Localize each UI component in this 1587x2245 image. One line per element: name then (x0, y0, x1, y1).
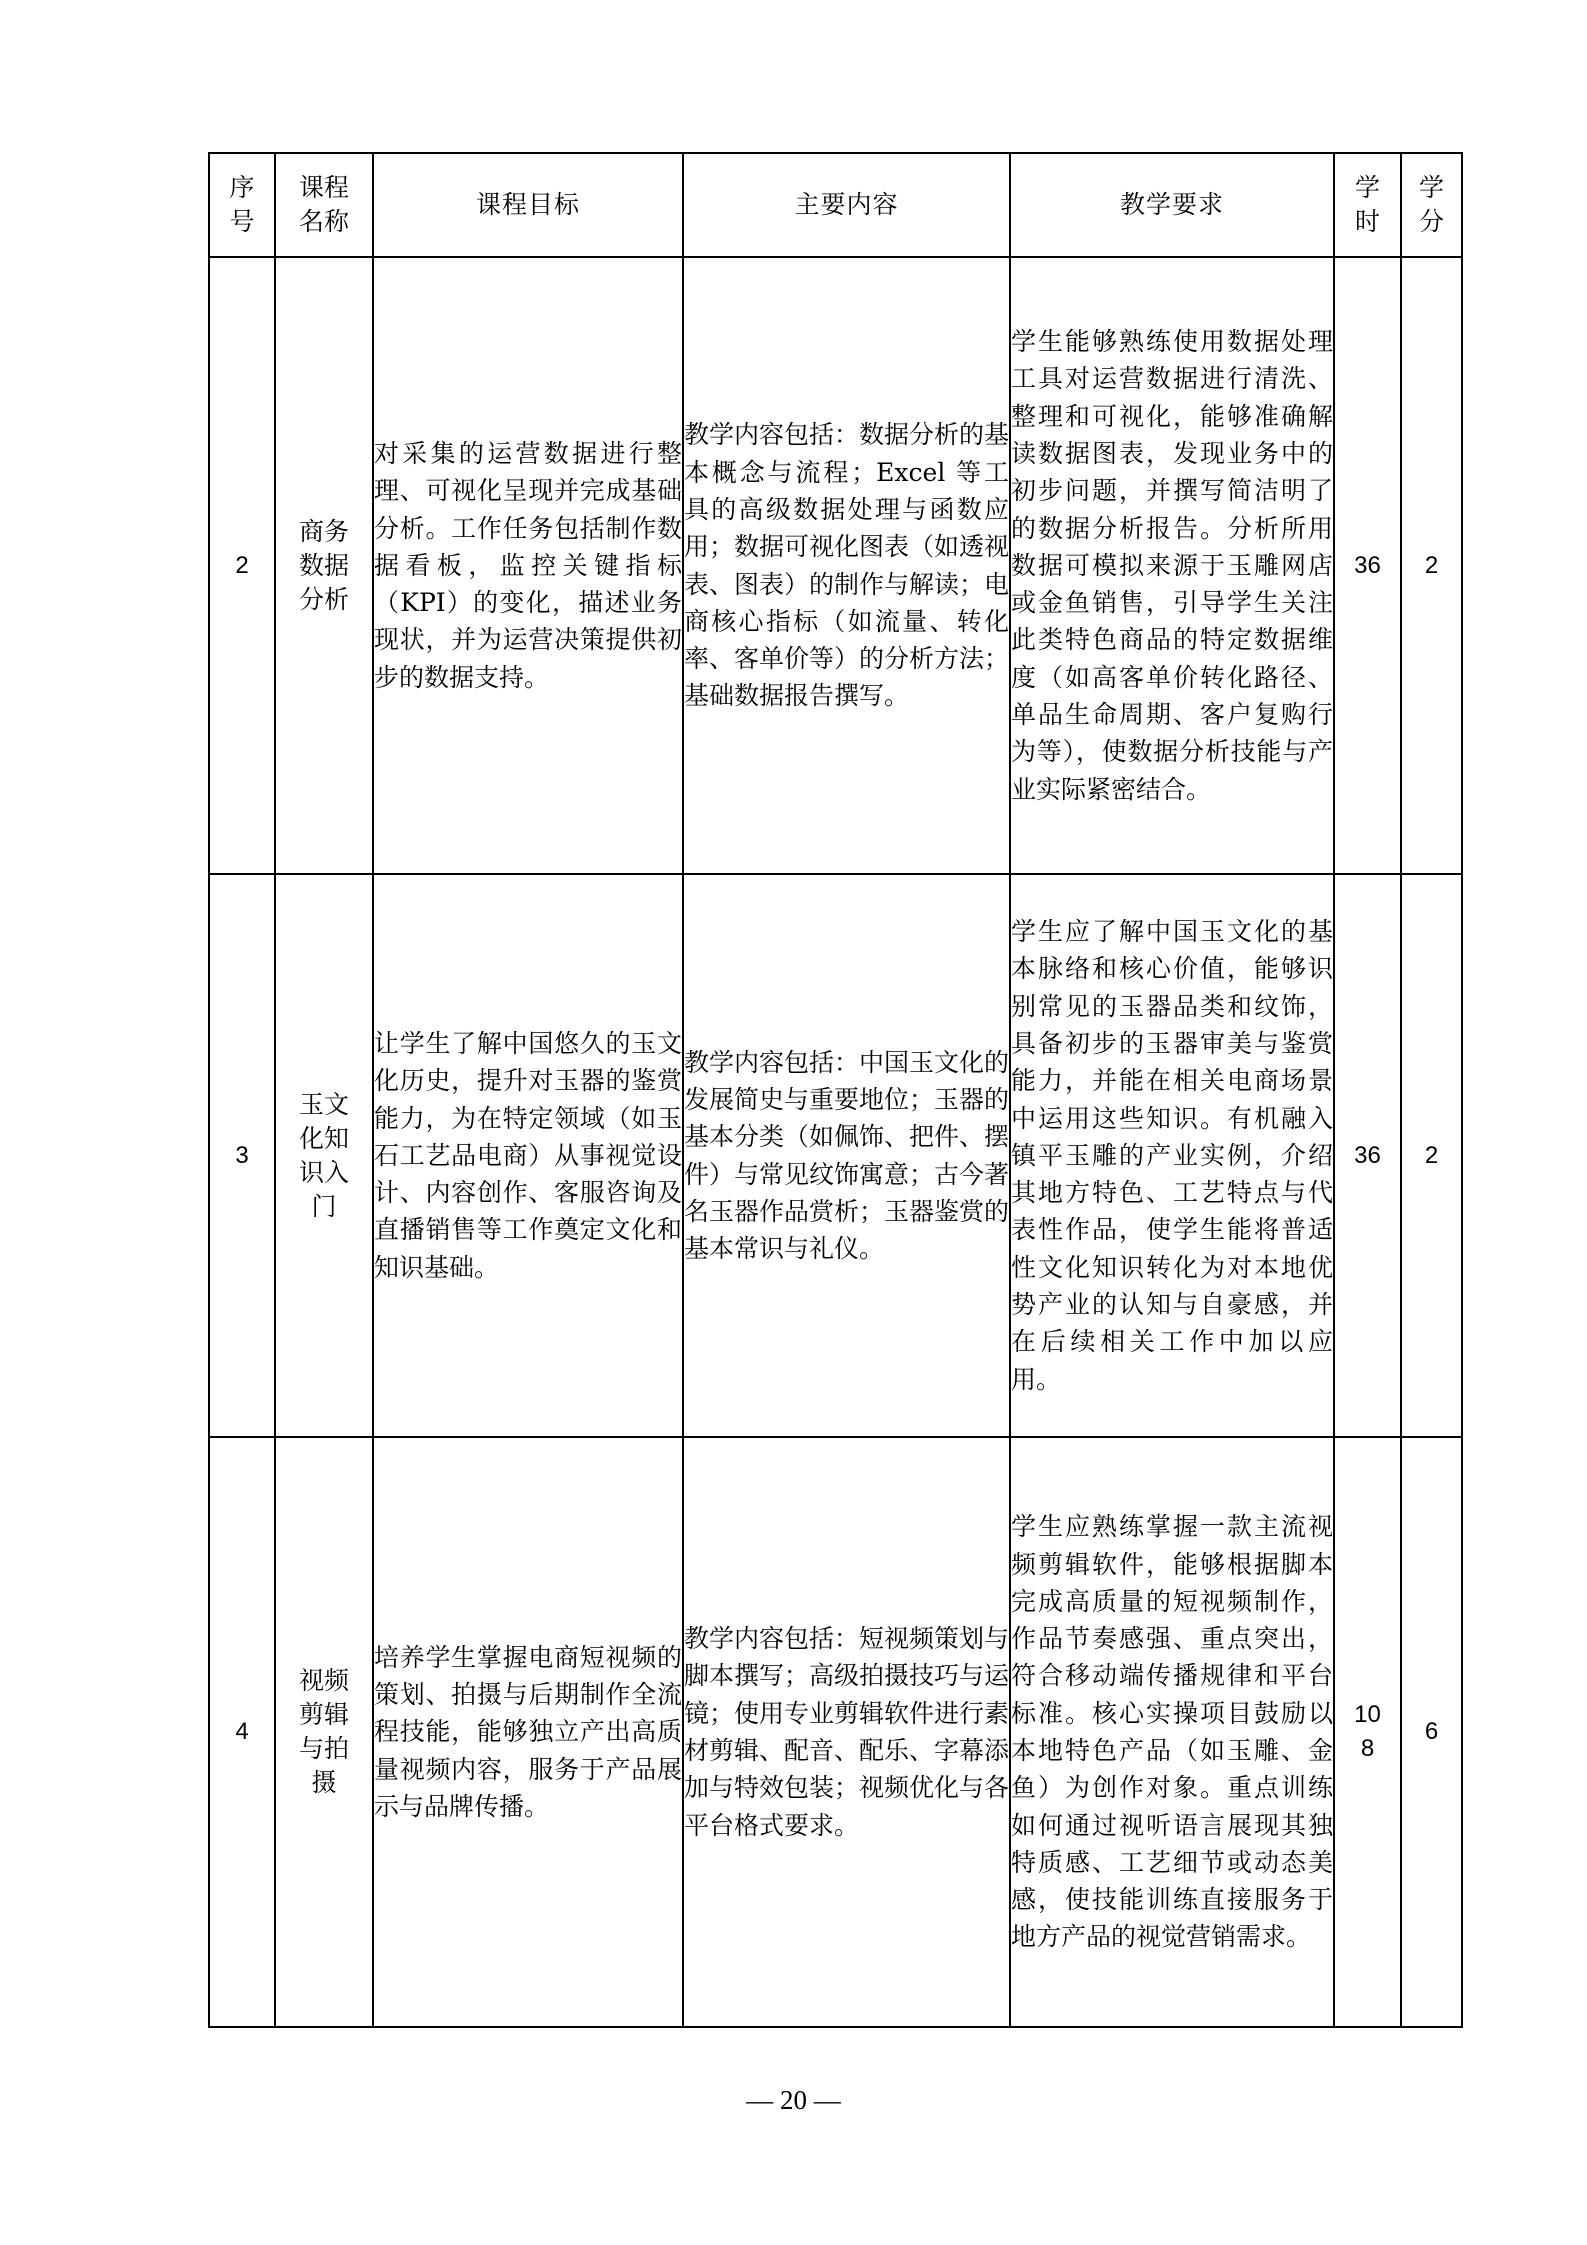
header-hours: 学时 (1334, 153, 1401, 257)
row-course-name: 商务数据分析 (275, 257, 373, 874)
row-hours: 36 (1334, 257, 1401, 874)
row-objective: 培养学生掌握电商短视频的策划、拍摄与后期制作全流程技能，能够独立产出高质量视频内容，服务于产品展示与品牌传播。 (373, 1437, 683, 2027)
header-name: 课程名称 (275, 153, 373, 257)
header-row (209, 153, 1462, 257)
course-table (208, 152, 1463, 2028)
table-row (209, 257, 1462, 874)
row-credits: 2 (1401, 874, 1462, 1437)
row-index: 3 (209, 874, 275, 1437)
row-index: 4 (209, 1437, 275, 2027)
table-row (209, 874, 1462, 1437)
row-credits: 2 (1401, 257, 1462, 874)
row-requirement: 学生应了解中国玉文化的基本脉络和核心价值，能够识别常见的玉器品类和纹饰，具备初步的玉器审美与鉴赏能力，并能在相关电商场景中运用这些知识。有机融入镇平玉雕的产业实例，介绍其地方特色、工艺特点与代表性作品，使学生能将普适性文化知识转化为对本地优势产业的认知与自豪感，并在后续相关工作中加以应用。 (1010, 874, 1334, 1437)
row-hours: 108 (1334, 1437, 1401, 2027)
row-course-name: 视频剪辑与拍摄 (275, 1437, 373, 2027)
row-requirement: 学生能够熟练使用数据处理工具对运营数据进行清洗、整理和可视化，能够准确解读数据图表，发现业务中的初步问题，并撰写简洁明了的数据分析报告。分析所用数据可模拟来源于玉雕网店或金鱼销售，引导学生关注此类特色商品的特定数据维度（如高客单价转化路径、单品生命周期、客户复购行为等），使数据分析技能与产业实际紧密结合。 (1010, 257, 1334, 874)
header-index: 序号 (209, 153, 275, 257)
row-requirement: 学生应熟练掌握一款主流视频剪辑软件，能够根据脚本完成高质量的短视频制作，作品节奏感强、重点突出，符合移动端传播规律和平台标准。核心实操项目鼓励以本地特色产品（如玉雕、金鱼）为创作对象。重点训练如何通过视听语言展现其独特质感、工艺细节或动态美感，使技能训练直接服务于地方产品的视觉营销需求。 (1010, 1437, 1334, 2027)
header-content: 主要内容 (683, 153, 1010, 257)
row-course-name: 玉文化知识入门 (275, 874, 373, 1437)
header-credits: 学分 (1401, 153, 1462, 257)
row-index: 2 (209, 257, 275, 874)
row-hours: 36 (1334, 874, 1401, 1437)
row-credits: 6 (1401, 1437, 1462, 2027)
row-content: 教学内容包括：短视频策划与脚本撰写；高级拍摄技巧与运镜；使用专业剪辑软件进行素材剪辑、配音、配乐、字幕添加与特效包装；视频优化与各平台格式要求。 (683, 1437, 1010, 2027)
row-objective: 让学生了解中国悠久的玉文化历史，提升对玉器的鉴赏能力，为在特定领域（如玉石工艺品电商）从事视觉设计、内容创作、客服咨询及直播销售等工作奠定文化和知识基础。 (373, 874, 683, 1437)
header-requirement: 教学要求 (1010, 153, 1334, 257)
row-objective: 对采集的运营数据进行整理、可视化呈现并完成基础分析。工作任务包括制作数据看板，监控关键指标（KPI）的变化，描述业务现状，并为运营决策提供初步的数据支持。 (373, 257, 683, 874)
row-content: 教学内容包括：中国玉文化的发展简史与重要地位；玉器的基本分类（如佩饰、把件、摆件）与常见纹饰寓意；古今著名玉器作品赏析；玉器鉴赏的基本常识与礼仪。 (683, 874, 1010, 1437)
table-row (209, 1437, 1462, 2027)
header-objective: 课程目标 (373, 153, 683, 257)
row-content: 教学内容包括：数据分析的基本概念与流程；Excel 等工具的高级数据处理与函数应用；数据可视化图表（如透视表、图表）的制作与解读；电商核心指标（如流量、转化率、客单价等）的分析方法；基础数据报告撰写。 (683, 257, 1010, 874)
page-number: — 20 — (746, 2085, 841, 2115)
